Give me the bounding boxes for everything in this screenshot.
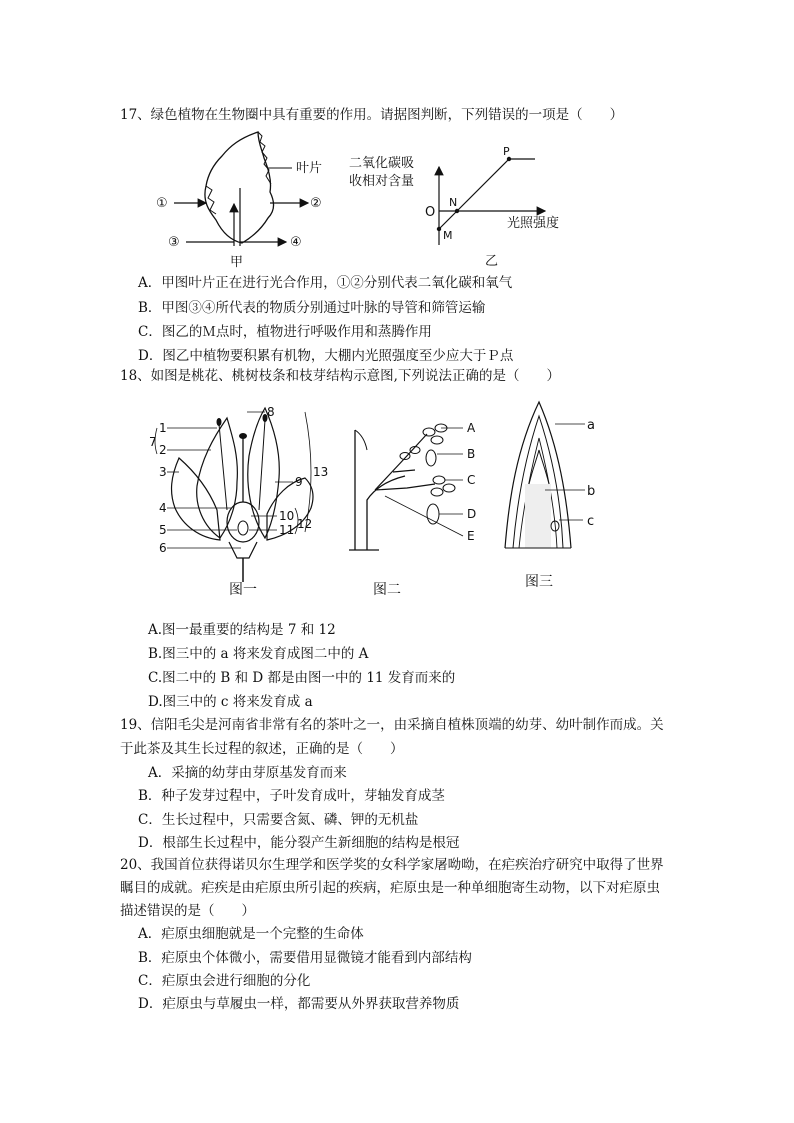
q19-option-a[interactable]: A．采摘的幼芽由芽原基发育而来 [148, 765, 347, 781]
label-A: A [467, 421, 476, 435]
marker-2: ② [310, 196, 322, 211]
label-D: D [467, 507, 477, 521]
label-11: 11 [279, 523, 295, 537]
q20-option-d[interactable]: D．疟原虫与草履虫一样，都需要从外界获取营养物质 [138, 996, 460, 1012]
figure-caption-3: 图三 [525, 574, 553, 590]
label-B: B [467, 447, 476, 461]
q20-stem-line3: 描述错误的是（ ） [120, 903, 255, 919]
q20-option-b[interactable]: B．疟原虫个体微小，需要借用显微镜才能看到内部结构 [138, 950, 472, 966]
q20-stem-line1: 20、我国首位获得诺贝尔生理学和医学奖的女科学家屠呦呦，在疟疾治疗研究中取得了世界 [120, 857, 664, 873]
label-E: E [467, 529, 475, 543]
point-P: P [503, 145, 510, 158]
q18-figure-1 [145, 398, 335, 596]
q20-option-a[interactable]: A．疟原虫细胞就是一个完整的生命体 [138, 926, 364, 942]
label-5: 5 [159, 523, 167, 537]
leaf-label: 叶片 [296, 161, 323, 176]
q17-option-a[interactable]: A．甲图叶片正在进行光合作用，①②分别代表二氧化碳和氧气 [138, 275, 513, 291]
point-N: N [449, 196, 458, 209]
figure-caption-2: 图二 [373, 582, 401, 596]
y-axis-label-2: 收相对含量 [349, 174, 415, 189]
label-c: c [587, 514, 595, 529]
q18-option-b[interactable]: B.图三中的 a 将来发育成图二中的 A [148, 646, 369, 662]
q18-option-c[interactable]: C.图二中的 B 和 D 都是由图一中的 11 发育而来的 [148, 670, 456, 686]
q19-stem-line2: 于此茶及其生长过程的叙述，正确的是（ ） [120, 741, 404, 757]
q17-option-c[interactable]: C．图乙的Ｍ点时，植物进行呼吸作用和蒸腾作用 [138, 324, 432, 340]
label-3: 3 [159, 465, 167, 479]
q19-option-c[interactable]: C．生长过程中，只需要含氮、磷、钾的无机盐 [138, 812, 419, 828]
label-6: 6 [159, 541, 167, 555]
y-axis-label-1: 二氧化碳吸 [349, 156, 415, 171]
q18-figure-3 [495, 398, 615, 596]
point-O: O [425, 205, 436, 220]
marker-4: ④ [290, 235, 302, 250]
q17-figure-yi [345, 145, 585, 270]
q17-option-d[interactable]: D．图乙中植物要积累有机物，大棚内光照强度至少应大于Ｐ点 [138, 348, 514, 364]
q18-option-d[interactable]: D.图三中的 c 将来发育成 a [148, 694, 313, 710]
label-9: 9 [295, 475, 303, 489]
label-8: 8 [267, 405, 275, 419]
q19-stem-line1: 19、信阳毛尖是河南省非常有名的茶叶之一，由采摘自植株顶端的幼芽、幼叶制作而成。关 [120, 717, 664, 733]
figure-caption-yi: 乙 [485, 254, 499, 269]
label-7: 7 [149, 435, 157, 449]
q17-figure-jia [150, 128, 340, 270]
marker-3: ③ [168, 235, 180, 250]
label-2: 2 [159, 443, 167, 457]
q19-option-b[interactable]: B．种子发芽过程中，子叶发育成叶，芽轴发育成茎 [138, 788, 445, 804]
label-a: a [587, 418, 595, 433]
q17-option-b[interactable]: B．甲图③④所代表的物质分别通过叶脉的导管和筛管运输 [138, 300, 486, 316]
marker-1: ① [156, 196, 168, 211]
q17-stem: 17、绿色植物在生物圈中具有重要的作用。请据图判断，下列错误的一项是（ ） [120, 107, 624, 123]
q20-option-c[interactable]: C．疟原虫会进行细胞的分化 [138, 973, 311, 989]
label-4: 4 [159, 501, 167, 515]
label-12: 12 [297, 517, 313, 531]
q18-figure-2 [345, 410, 495, 596]
q18-option-a[interactable]: A.图一最重要的结构是 7 和 12 [148, 622, 336, 638]
x-axis-label: 光照强度 [507, 216, 560, 231]
q20-stem-line2: 瞩目的成就。疟疾是由疟原虫所引起的疾病，疟原虫是一种单细胞寄生动物，以下对疟原虫 [120, 880, 660, 896]
label-C: C [467, 473, 476, 487]
figure-caption-jia: 甲 [230, 255, 244, 270]
label-13: 13 [313, 465, 329, 479]
q19-option-d[interactable]: D．根部生长过程中，能分裂产生新细胞的结构是根冠 [138, 835, 460, 851]
q18-stem: 18、如图是桃花、桃树枝条和枝芽结构示意图,下列说法正确的是（ ） [120, 368, 560, 384]
figure-caption-1: 图一 [229, 582, 257, 596]
label-b: b [587, 484, 596, 499]
label-10: 10 [279, 509, 295, 523]
point-M: M [443, 229, 453, 242]
label-1: 1 [159, 421, 167, 435]
